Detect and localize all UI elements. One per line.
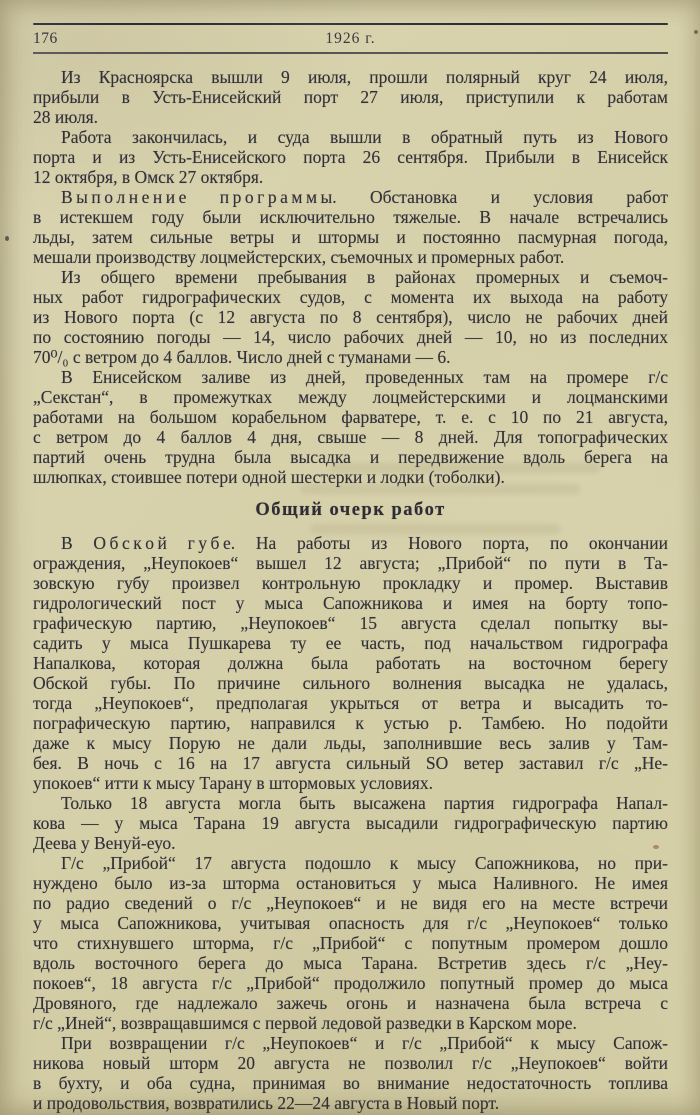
- paragraph: [33, 1033, 668, 1113]
- text-line: нуждено было из-за шторма остановиться у мыса Наливного. Не имея: [33, 872, 668, 893]
- text-line: упокоев“ итти к мысу Тарану в штормовых условиях.: [33, 772, 433, 793]
- text-line: никова новый шторм 20 августа не позволил г/с „Неупокоев“ войти: [33, 1052, 668, 1073]
- text-line: льды, затем сильные ветры и штормы и постоянно пасмурная погода,: [33, 226, 668, 247]
- text-line: Напалкова, которая должна была работать на восточном берегу: [33, 652, 668, 673]
- text-line: партий очень трудна была высадка и передвижение вдоль берега на: [33, 446, 668, 467]
- text-line: В Енисейском заливе из дней, проведенных там на промере г/с: [61, 366, 668, 387]
- text-line: гидрологический пост у мыса Сапожникова и имея на борту топо-: [33, 592, 668, 613]
- text-line: г/с „Иней“, возвращавшимся с первой ледовой разведки в Карском море.: [33, 1012, 577, 1033]
- text-line: „Секстан“, в промежутках между лоцмейстерскими и лоцманскими: [33, 386, 668, 407]
- text-line: покоев“, 18 августа г/с „Прибой“ продолжило попутный промер до мыса: [33, 972, 668, 993]
- text-line: Работа закончилась, и суда вышли в обратный путь из Нового: [61, 126, 668, 147]
- page-header: [33, 25, 668, 52]
- text-line: вдоль восточного берега до мыса Тарана. Встретив здесь г/с „Неу-: [33, 952, 668, 973]
- paragraph: [33, 853, 668, 1033]
- text-line: тогда „Неупокоев“, предполагая укрыться от ветра и высадить то-: [33, 692, 668, 713]
- text-line: ных работ гидрографических судов, с момента их выхода на работу: [33, 286, 668, 307]
- text-line: Дровяного, где надлежало зажечь огонь и назначена была встреча с: [33, 992, 668, 1013]
- text-line: Только 18 августа могла быть высажена партия гидрографа Напал-: [61, 792, 668, 813]
- text-line: в истекшем году были исключительно тяжелые. В начале встречались: [33, 206, 668, 227]
- text-line: Из общего времени пребывания в районах промерных и съемоч-: [61, 266, 668, 287]
- text-line: Из Красноярска вышли 9 июля, прошли полярный круг 24 июля,: [61, 66, 668, 87]
- text-line: графическую партию, „Неупокоев“ 15 августа сделал попытку вы-: [33, 612, 668, 633]
- text-line: пографическую партию, направился к устью р. Тамбею. Но подойти: [33, 712, 668, 733]
- text-line: В О б с к о й г у б е. На работы из Нового порта, по окончании: [61, 532, 668, 553]
- paper-speck: [5, 236, 9, 241]
- text-line: по радио сведений о г/с „Неупокоев“ и не видя его на месте встречи: [33, 892, 668, 913]
- text-line: мешали производству лоцмейстерских, съемочных и промерных работ.: [33, 246, 565, 267]
- text-line: работами на большом корабельном фарватере, т. е. с 10 по 21 августа,: [33, 406, 668, 427]
- text-line: и продовольствия, возвратились 22—24 августа в Новый порт.: [33, 1092, 500, 1113]
- text-line: 12 октября, в Омск 27 октября.: [33, 166, 264, 187]
- text-line: бея. В ночь с 16 на 17 августа сильный SO ветер заставил г/с „Не-: [33, 752, 668, 773]
- text-line: что стихнувшего шторма, г/с „Прибой“ с попутным промером дошло: [33, 932, 668, 953]
- text-line: даже к мысу Порую не дали льды, заполнившие весь залив у Там-: [33, 732, 668, 753]
- text-line: по состоянию погоды — 14, число рабочих дней — 10, но из последних: [33, 326, 668, 347]
- text-line: кова — у мыса Тарана 19 августа высадили гидрографическую партию: [33, 812, 668, 833]
- document-body: [33, 67, 668, 1113]
- text-line: 28 июля.: [33, 106, 99, 127]
- paper-speck: [694, 30, 698, 34]
- header-bottom-rule: [33, 52, 668, 54]
- text-line: из Нового порта (с 12 августа по 8 сентября), число не рабочих дней: [33, 306, 668, 327]
- text-line: порта и из Усть-Енисейского порта 26 сентября. Прибыли в Енисейск: [33, 146, 668, 167]
- text-line: Обской губы. По причине сильного волнения высадка не удалась,: [33, 672, 668, 693]
- text-line: Г/с „Прибой“ 17 августа подошло к мысу Сапожникова, но при-: [61, 852, 668, 873]
- text-line: зовскую губу произвел контрольную прокладку и промер. Выставив: [33, 572, 668, 593]
- text-line: шлюпках, стоившее потери одной шестерки и лодки (тоболки).: [33, 466, 505, 487]
- text-line: в бухту, и оба судна, принимая во внимание недостаточность топлива: [33, 1072, 668, 1093]
- paragraph: [33, 127, 668, 187]
- running-title: 1926 г.: [325, 29, 376, 47]
- text-line: садить у мыса Пушкарева ту ее часть, под начальством гидрографа: [33, 632, 668, 653]
- page-content: [33, 0, 668, 1113]
- text-line: 70⁰/₀ с ветром до 4 баллов. Число дней с туманами — 6.: [33, 346, 451, 367]
- paragraph: [33, 187, 668, 267]
- paragraph: [33, 67, 668, 127]
- section-heading: Общий очерк работ: [255, 499, 446, 520]
- paragraph: [33, 267, 668, 367]
- paragraph: [33, 533, 668, 793]
- page-number: 176: [33, 29, 58, 47]
- paragraph: [33, 793, 668, 853]
- text-line: Деева у Венуй-еуо.: [33, 832, 176, 853]
- text-line: При возвращении г/с „Неупокоев“ и г/с „Прибой“ к мысу Сапож-: [61, 1032, 668, 1053]
- paragraph: [33, 367, 668, 487]
- text-line: ограждения, „Неупокоев“ вышел 12 августа; „Прибой“ по пути в Та-: [33, 552, 668, 573]
- text-line: прибыли в Усть-Енисейский порт 27 июля, приступили к работам: [33, 86, 668, 107]
- text-line: у мыса Сапожникова, учитывая опасность для г/с „Неупокоев“ только: [33, 912, 668, 933]
- text-line: с ветром до 4 баллов 4 дня, свыше — 8 дней. Для топографических: [33, 426, 668, 447]
- text-line: В ы п о л н е н и е п р о г р а м м ы. Обстановка и условия работ: [61, 186, 668, 207]
